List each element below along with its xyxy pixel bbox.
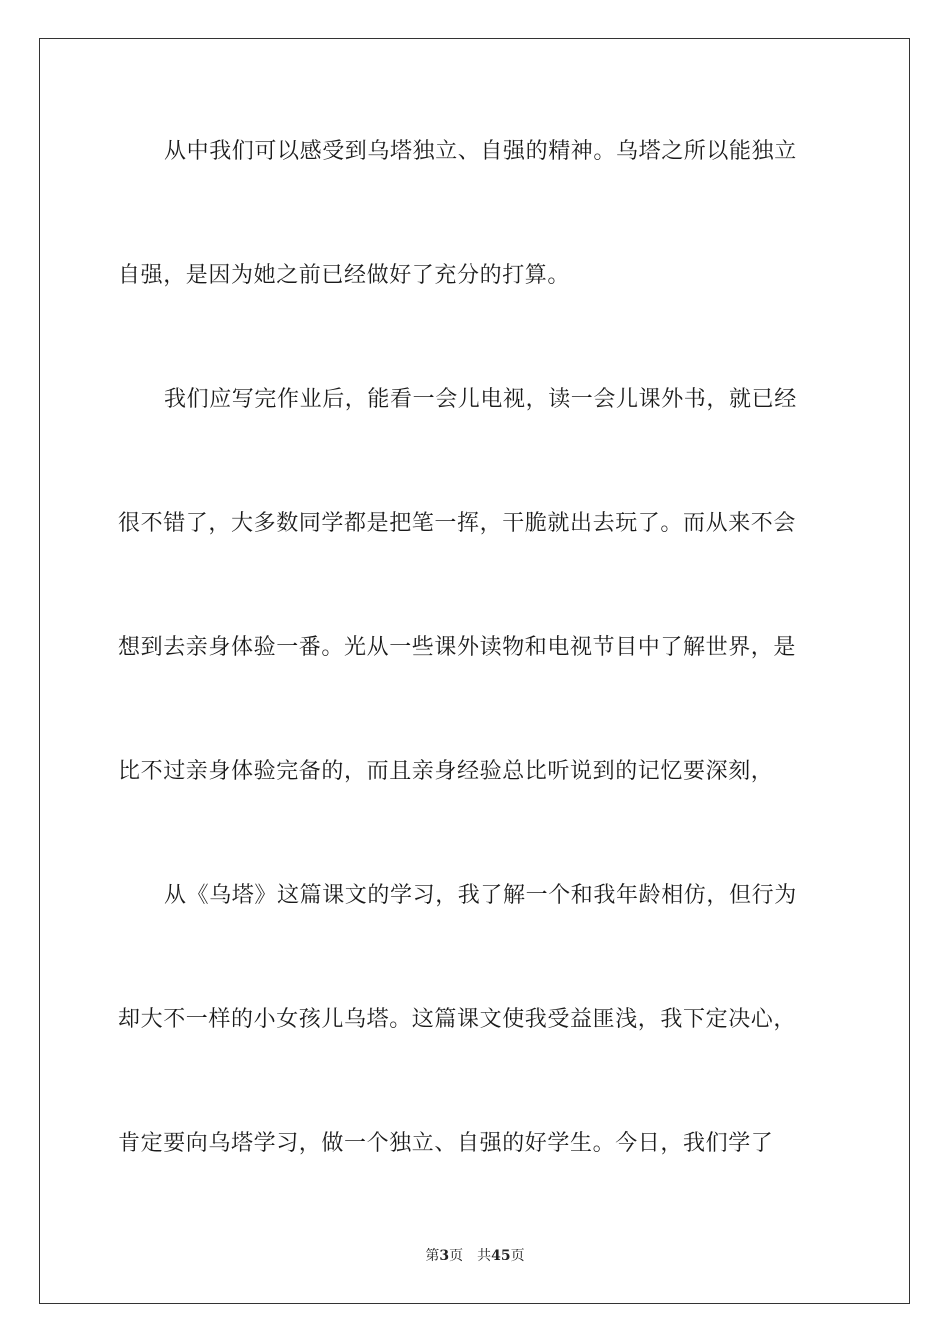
page-suffix: 页 (449, 1248, 464, 1264)
text-line-2: 自强，是因为她之前已经做好了充分的打算。 (118, 263, 571, 288)
total-pages: 45 (491, 1248, 511, 1264)
page-number: 3 (439, 1248, 450, 1264)
text-line-4: 很不错了，大多数同学都是把笔一挥，干脆就出去玩了。而从来不会 (118, 511, 797, 536)
page-footer (0, 1247, 950, 1265)
text-line-1: 从中我们可以感受到乌塔独立、自强的精神。乌塔之所以能独立 (164, 139, 797, 164)
text-line-8: 却大不一样的小女孩儿乌塔。这篇课文使我受益匪浅，我下定决心， (118, 1007, 797, 1032)
page-prefix: 第 (425, 1248, 440, 1264)
total-prefix: 共 (477, 1248, 492, 1264)
page-border (39, 38, 910, 1304)
text-line-3: 我们应写完作业后，能看一会儿电视，读一会儿课外书，就已经 (164, 387, 797, 412)
text-line-6: 比不过亲身体验完备的，而且亲身经验总比听说到的记忆要深刻， (118, 759, 774, 784)
text-line-9: 肯定要向乌塔学习，做一个独立、自强的好学生。今日，我们学了 (118, 1131, 774, 1156)
total-suffix: 页 (510, 1248, 525, 1264)
text-line-5: 想到去亲身体验一番。光从一些课外读物和电视节目中了解世界，是 (118, 635, 797, 660)
text-line-7: 从《乌塔》这篇课文的学习，我了解一个和我年龄相仿，但行为 (164, 883, 797, 908)
